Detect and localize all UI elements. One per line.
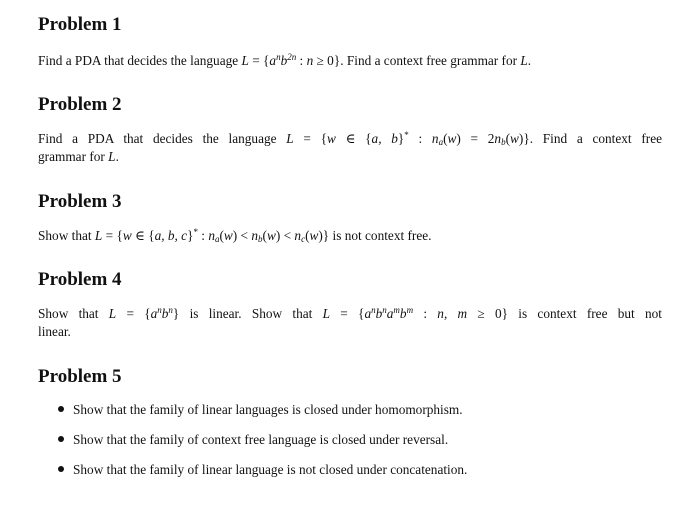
problem-1-text: Find a PDA that decides the language $L = \{a^nb^{2n}$ : n ≥ 0}. Find a context free grammar for L. <box>38 52 532 68</box>
bullet-item: Show that the family of context free language is closed under reversal. <box>58 431 448 449</box>
bullet-item: Show that the family of linear language is not closed under concatenation. <box>58 461 467 479</box>
bullet-icon <box>58 406 64 412</box>
bullet-icon <box>58 436 64 442</box>
problem-2-text-line-1: Find a PDA that decides the language L = {w ∈ {a, b}* : $n_a(w) = 2n_b(w)$}. Find a context free <box>38 130 662 147</box>
problem-2-text-line-2: grammar for L. <box>38 149 119 164</box>
problem-3-text: Show that L = {w ∈ {a, b, c}* : $n_a(w) < n_b(w) < n_c(w)$} is not context free. <box>38 227 432 244</box>
bullet-item: Show that the family of linear languages is closed under homomorphism. <box>58 401 463 419</box>
problem-3-heading: Problem 3 <box>38 191 122 212</box>
problem-4-text-line-1: Show that $L = \{a^nb^n\}$ is linear. Show that $L = \{a^nb^na^mb^m$ : n, m ≥ 0} is context free but not <box>38 305 662 321</box>
problem-5-heading: Problem 5 <box>38 366 122 387</box>
problem-2-heading: Problem 2 <box>38 94 122 115</box>
problem-1-heading: Problem 1 <box>38 14 122 35</box>
problem-4-heading: Problem 4 <box>38 269 122 290</box>
bullet-icon <box>58 466 64 472</box>
problem-4-text-line-2: linear. <box>38 324 71 339</box>
